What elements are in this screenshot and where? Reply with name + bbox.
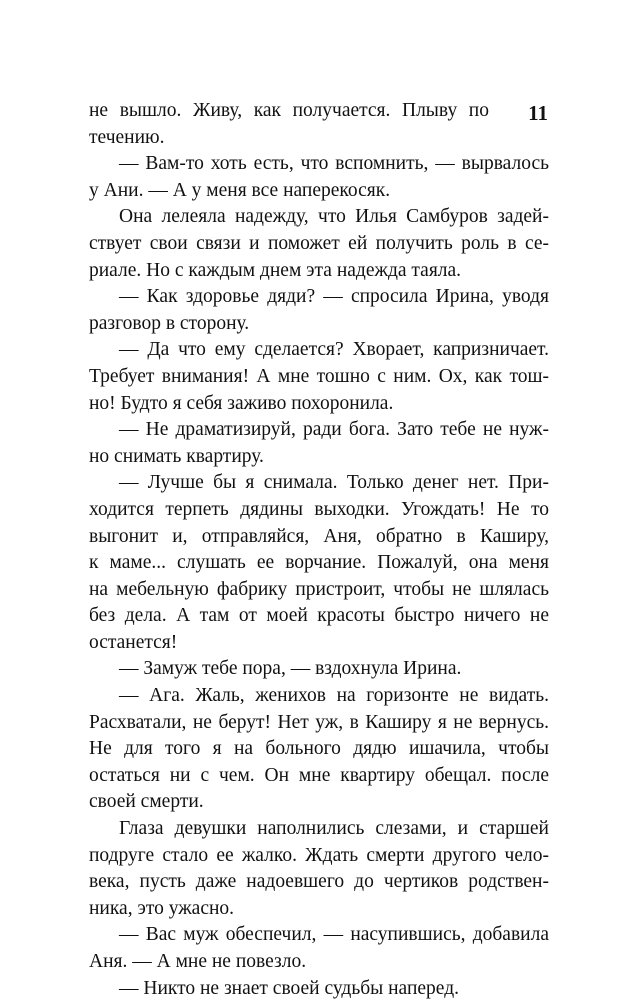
text-line: останется!: [89, 631, 178, 653]
text-line: но снимать квартиру.: [89, 445, 264, 467]
text-line: — Вам-то хоть есть, что вспомнить, — вырвалось: [119, 153, 549, 175]
text-line: разговор в сторону.: [89, 312, 250, 334]
text-line: века, пусть даже надоевшего до чертиков родствен-: [89, 871, 549, 893]
text-line: к маме... слушать ее ворчание. Пожалуй, она меня: [89, 552, 549, 574]
text-line: — Лучше бы я снимала. Только денег нет. При-: [119, 472, 549, 494]
text-line: ствует свои связи и поможет ей получить роль в се-: [89, 232, 549, 254]
text-line: своей смерти.: [89, 791, 204, 813]
text-line: без дела. А там от моей красоты быстро ничего не: [89, 605, 549, 627]
text-line: на мебельную фабрику пристроит, чтобы не шлялась: [89, 578, 549, 600]
text-line: выгонит и, отправляйся, Аня, обратно в Каширу,: [89, 525, 549, 547]
text-line: — Не драматизируй, ради бога. Зато тебе не нуж-: [119, 419, 549, 441]
text-line: остаться ни с чем. Он мне квартиру обещал. после: [89, 764, 549, 786]
text-line: Требует внимания! А мне тошно с ним. Ох, как тош-: [89, 365, 549, 387]
text-line: — Как здоровье дяди? — спросила Ирина, уводя: [119, 286, 549, 308]
text-line: — Да что ему сделается? Хворает, капризничает.: [119, 339, 549, 361]
text-line: Она лелеяла надежду, что Илья Самбуров задей-: [119, 206, 549, 228]
text-line: не вышло. Живу, как получается. Плыву по: [89, 100, 489, 121]
text-line: Глаза девушки наполнились слезами, и старшей: [119, 818, 549, 840]
body-text: [89, 98, 549, 1002]
text-line: Аня. — А мне не повезло.: [89, 951, 307, 972]
text-line: — Вас муж обеспечил, — насупившись, добавила: [119, 924, 549, 946]
text-line: Не для того я на больного дядю ишачила, чтобы: [89, 738, 549, 760]
text-line: но! Будто я себя заживо похоронила.: [89, 392, 394, 414]
text-line: подруге стало ее жалко. Ждать смерти другого чело-: [89, 844, 549, 866]
text-line: Расхватали, не берут! Нет уж, в Каширу я не вернусь.: [89, 711, 549, 733]
page-number: 11: [528, 101, 548, 125]
text-line: риале. Но с каждым днем эта надежда таяла.: [89, 259, 462, 281]
text-line: ходится терпеть дядины выходки. Угождать! Не то: [89, 498, 549, 520]
text-line: у Ани. — А у меня все наперекосяк.: [89, 179, 391, 201]
text-line: — Замуж тебе пора, — вздохнула Ирина.: [119, 658, 462, 680]
text-line: течению.: [89, 126, 165, 148]
text-line: ника, это ужасно.: [89, 897, 235, 919]
text-line: — Никто не знает своей судьбы наперед.: [119, 977, 459, 999]
text-line: — Ага. Жаль, женихов на горизонте не видать.: [119, 685, 549, 707]
